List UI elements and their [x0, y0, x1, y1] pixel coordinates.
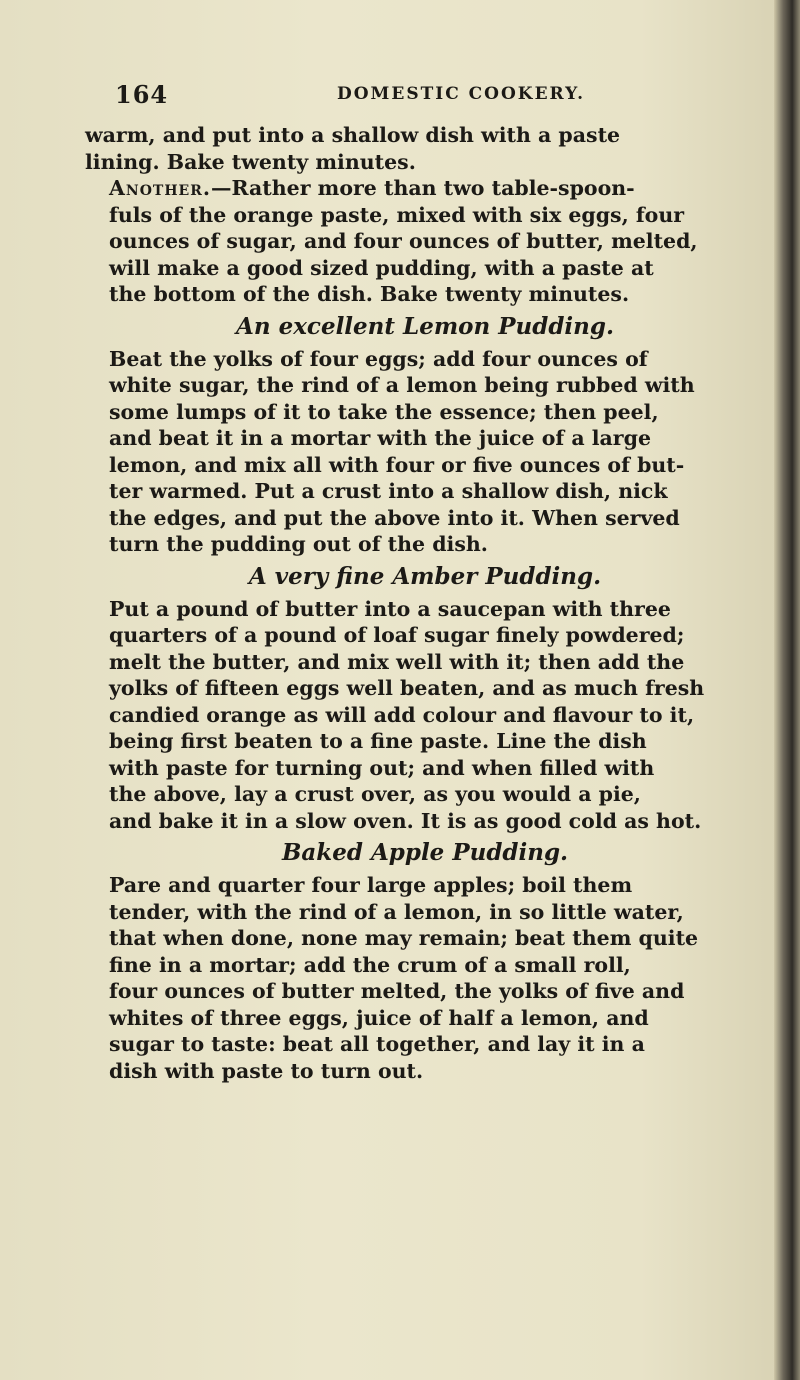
text-line: tender, with the rind of a lemon, in so little water,: [109, 899, 684, 924]
text-line: yolks of fifteen eggs well beaten, and as much fresh: [109, 676, 705, 700]
apple-pudding-heading: Baked Apple Pudding.: [281, 839, 569, 866]
text-line: the above, lay a crust over, as you would a pie,: [109, 782, 641, 806]
another-lead: Another.: [109, 176, 211, 200]
text-line: Put a pound of butter into a saucepan with three: [109, 596, 671, 621]
text-line: sugar to taste: beat all together, and lay it in a: [109, 1032, 645, 1056]
continuation-paragraph: [85, 122, 765, 175]
running-head: [115, 80, 775, 116]
lemon-pudding-paragraph: [85, 346, 765, 558]
text-line: ounces of sugar, and four ounces of butter, melted,: [109, 229, 698, 253]
text-line: fine in a mortar; add the crum of a small roll,: [109, 952, 631, 977]
text-line: that when done, none may remain; beat them quite: [109, 926, 699, 950]
text-line: and beat it in a mortar with the juice of a large: [109, 426, 651, 450]
running-title: DOMESTIC COOKERY.: [337, 84, 586, 104]
text-line: ter warmed. Put a crust into a shallow dish, nick: [109, 479, 668, 503]
text-line: white sugar, the rind of a lemon being rubbed with: [109, 373, 695, 397]
text-line: lining. Bake twenty minutes.: [85, 149, 416, 174]
book-spine-edge: [774, 0, 800, 1380]
text-line: quarters of a pound of loaf sugar finely powdered;: [109, 623, 685, 647]
text-line: melt the butter, and mix well with it; then add the: [109, 649, 685, 674]
text-line: Pare and quarter four large apples; boil them: [109, 873, 633, 897]
another-recipe-paragraph: [85, 175, 765, 308]
text-line: the bottom of the dish. Bake twenty minutes.: [109, 282, 630, 306]
text-line: and bake it in a slow oven. It is as good cold as hot.: [109, 808, 702, 833]
amber-pudding-heading: A very fine Amber Pudding.: [248, 562, 602, 590]
text-line: the edges, and put the above into it. When served: [109, 505, 680, 530]
text-line: dish with paste to turn out.: [109, 1058, 424, 1083]
text-line: will make a good sized pudding, with a paste at: [109, 255, 654, 280]
text-line: whites of three eggs, juice of half a lemon, and: [109, 1005, 649, 1030]
amber-pudding-paragraph: [85, 596, 765, 835]
text-line: lemon, and mix all with four or five ounces of but-: [109, 452, 685, 477]
page-body: [85, 122, 765, 1084]
text-line: fuls of the orange paste, mixed with six eggs, four: [109, 202, 685, 227]
apple-pudding-paragraph: [85, 872, 765, 1084]
text-line: some lumps of it to take the essence; then peel,: [109, 399, 659, 424]
lemon-pudding-heading: An excellent Lemon Pudding.: [236, 312, 614, 340]
text-line: four ounces of butter melted, the yolks of five and: [109, 979, 685, 1003]
text-line: with paste for turning out; and when filled with: [109, 755, 655, 780]
page-number: 164: [115, 80, 169, 109]
text-line: being first beaten to a fine paste. Line the dish: [109, 729, 647, 753]
text-line: Another.—Rather more than two table-spoon-: [109, 176, 635, 200]
text-line: turn the pudding out of the dish.: [109, 532, 488, 556]
text-line: Beat the yolks of four eggs; add four ounces of: [109, 346, 648, 371]
text-line: candied orange as will add colour and flavour to it,: [109, 702, 695, 727]
text-line: warm, and put into a shallow dish with a paste: [85, 123, 621, 147]
